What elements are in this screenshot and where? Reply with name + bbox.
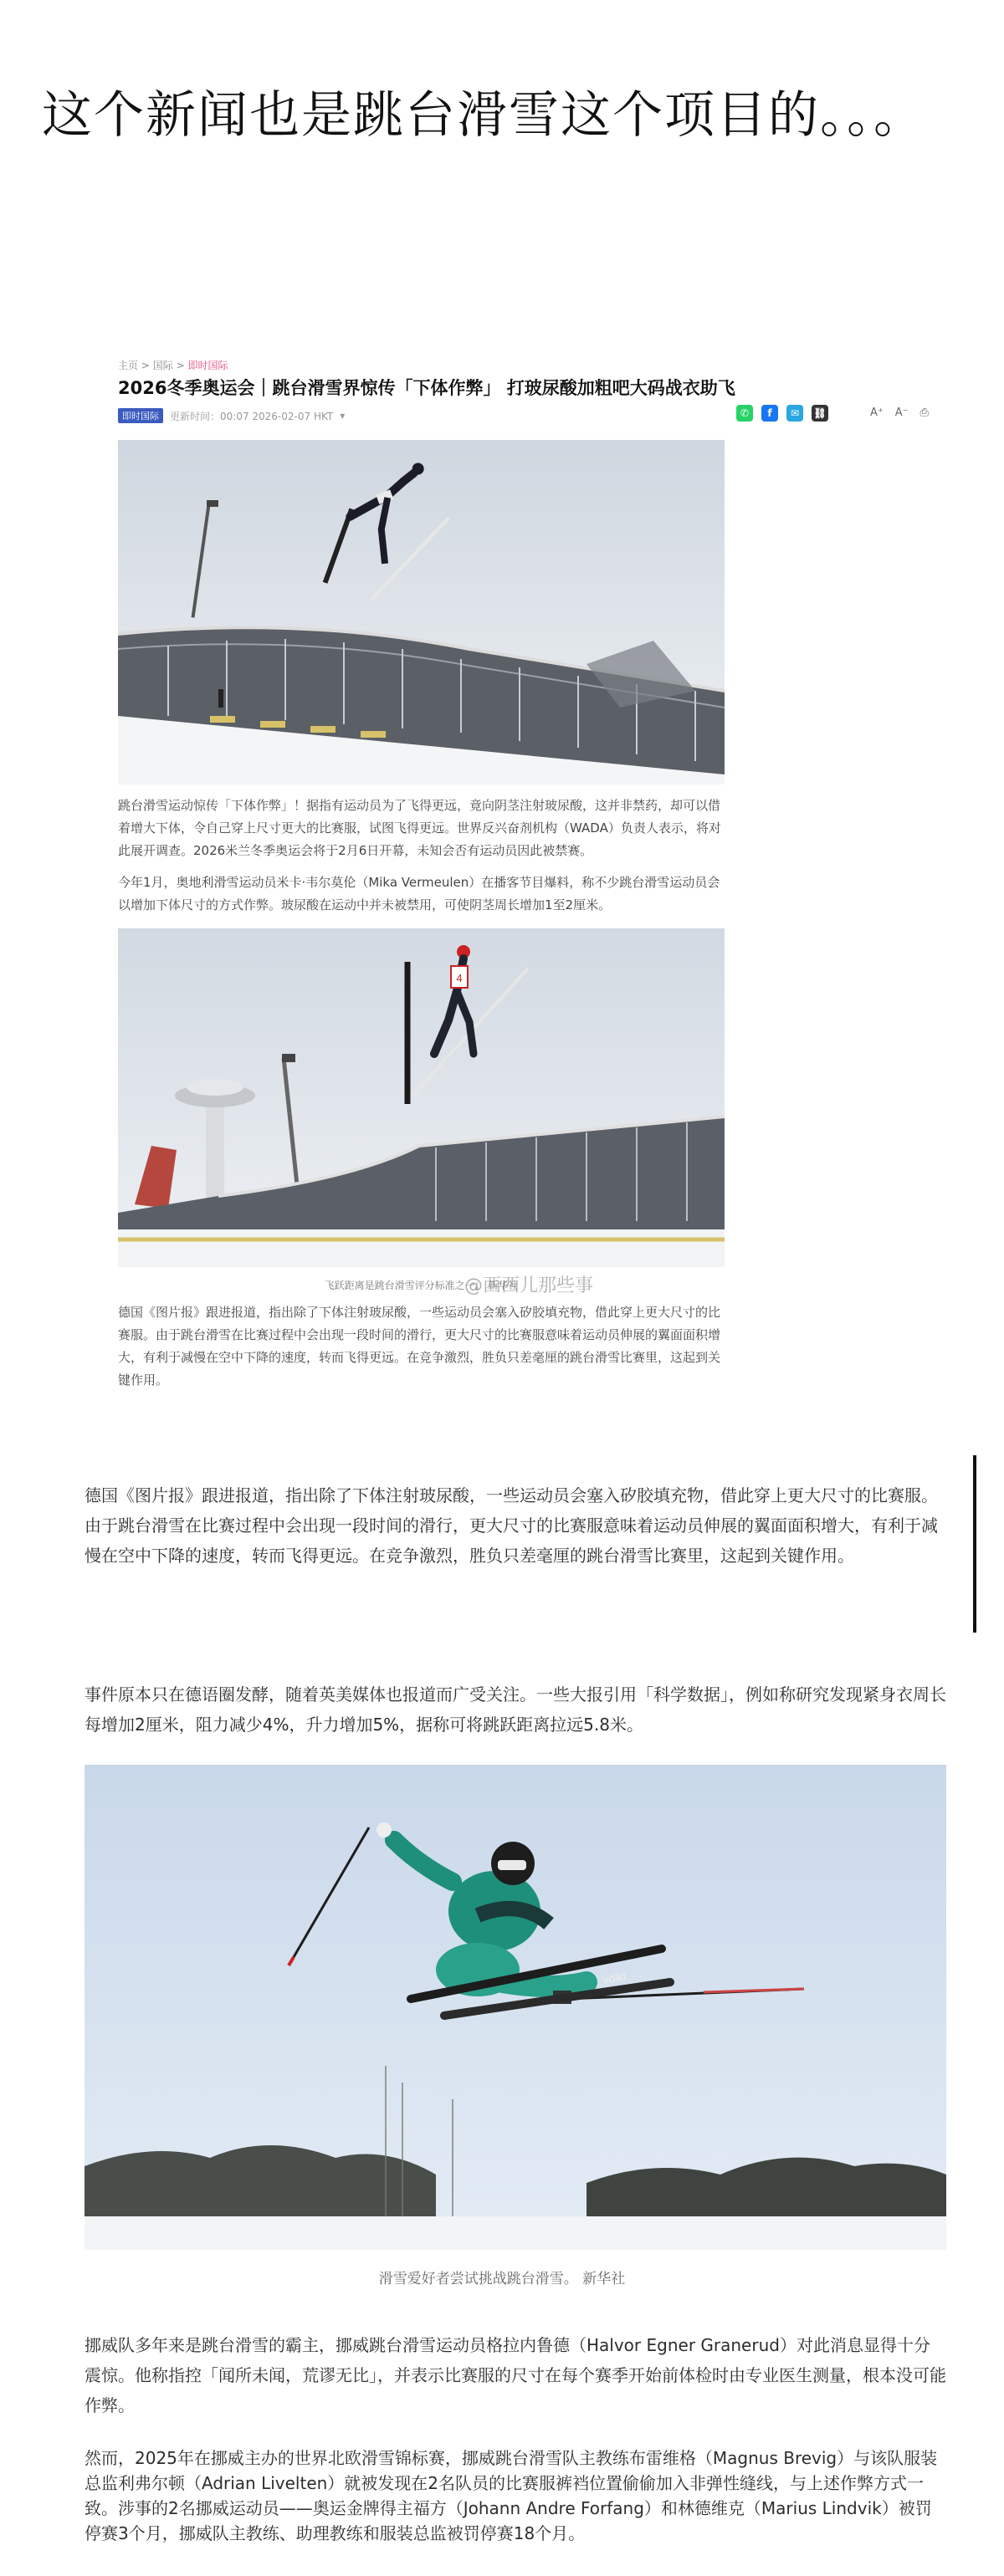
photo-ski-jump-tower (118, 928, 725, 1267)
whatsapp-icon[interactable]: ✆ (736, 405, 753, 422)
chevron-down-icon[interactable]: ▾ (340, 410, 346, 422)
link-icon[interactable]: ⛓ (812, 405, 828, 422)
breadcrumb-sub[interactable]: 即时国际 (187, 360, 228, 371)
photo-freestyle-skier (85, 1765, 946, 2250)
inner-photo-caption: 飞跃距离是跳台滑雪评分标准之一。 新华社 (324, 1280, 519, 1291)
inner-paragraph-3: 德国《图片报》跟进报道，指出除了下体注射玻尿酸，一些运动员会塞入矽胶填充物，借此穿上更大尺寸的比赛服。由于跳台滑雪在比赛过程中会出现一段时间的滑行，更大尺寸的比赛服意味着运动员伸展的翼面面积增大，有利于减慢在空中下降的速度，转而飞得更远。在竞争激烈，胜负只差毫厘的跳台滑雪比赛里，这起到关键作用。 (118, 1305, 721, 1388)
font-increase-icon[interactable]: A⁺ (870, 406, 884, 419)
updated-time: 更新时间：00:07 2026-02-07 HKT (170, 410, 334, 422)
print-icon[interactable]: ⎙ (919, 406, 929, 419)
watermark: @西西儿那些事 (464, 1275, 594, 1296)
bib-number: 4 (456, 972, 463, 984)
body-paragraph-2: 事件原本只在德语圈发酵，随着英美媒体也报道而广受关注。一些大报引用「科学数据」，例如称研究发现紧身衣周长每增加2厘米，阻力减少4%，升力增加5%，据称可将跳跃距离拉远5.8米。 (85, 1684, 946, 1735)
breadcrumb-home[interactable]: 主页 (118, 360, 139, 371)
ski-brand: völkl (601, 1969, 628, 1986)
article-headline: 2026冬季奥运会｜跳台滑雪界惊传「下体作弊」 打玻尿酸加粗吧大码战衣助飞 (118, 378, 735, 398)
share-icons (736, 405, 828, 422)
breadcrumb-section[interactable]: 国际 (152, 360, 173, 371)
photo-ski-jump-stadium (118, 440, 725, 785)
post-title: 这个新闻也是跳台滑雪这个项目的。。。 (42, 86, 925, 145)
tool-icons (870, 406, 929, 419)
breadcrumb: 主页 > 国际 > 即时国际 (118, 360, 228, 371)
photo-caption: 滑雪爱好者尝试挑战跳台滑雪。 新华社 (378, 2271, 626, 2287)
email-icon[interactable]: ✉ (786, 405, 803, 422)
body-paragraph-4: 然而，2025年在挪威主办的世界北欧滑雪锦标赛，挪威跳台滑雪队主教练布雷维格（Magnus Brevig）与该队服装总监利弗尔顿（Adrian Livelten）就被发现在2名队员的比赛服裤裆位置偷偷加入非弹性缝线，与上述作弊方式一致。涉事的2名挪威运动员——奥运金牌得主福方（Johann Andre Forfang）和林德维克（Marius Lindvik）被罚停赛3个月，挪威队主教练、助理教练和服装总监被罚停赛18个月。 (85, 2448, 938, 2543)
quote-bar (973, 1455, 976, 1633)
meta-row (118, 408, 345, 423)
facebook-icon[interactable]: f (761, 405, 778, 422)
font-decrease-icon[interactable]: A⁻ (894, 406, 909, 419)
inner-paragraph-2: 今年1月，奥地利滑雪运动员米卡·韦尔莫伦（Mika Vermeulen）在播客节目爆料，称不少跳台滑雪运动员会以增加下体尺寸的方式作弊。玻尿酸在运动中并未被禁用，可使阴茎周长增加1至2厘米。 (118, 875, 720, 912)
body-paragraph-1: 德国《图片报》跟进报道，指出除了下体注射玻尿酸，一些运动员会塞入矽胶填充物，借此穿上更大尺寸的比赛服。由于跳台滑雪在比赛过程中会出现一段时间的滑行，更大尺寸的比赛服意味着运动员伸展的翼面面积增大，有利于减慢在空中下降的速度，转而飞得更远。在竞争激烈，胜负只差毫厘的跳台滑雪比赛里，这起到关键作用。 (85, 1485, 938, 1566)
body-paragraph-3: 挪威队多年来是跳台滑雪的霸主，挪威跳台滑雪运动员格拉内鲁德（Halvor Egner Granerud）对此消息显得十分震惊。他称指控「闻所未闻，荒谬无比」，并表示比赛服的尺寸在每个赛季开始前体检时由专业医生测量，根本没可能作弊。 (85, 2335, 946, 2415)
inner-paragraph-1: 跳台滑雪运动惊传「下体作弊」！据指有运动员为了飞得更远，竟向阴茎注射玻尿酸，这并非禁药，却可以借着增大下体，令自己穿上尺寸更大的比赛服，试图飞得更远。世界反兴奋剂机构（WADA）负责人表示，将对此展开调查。2026米兰冬季奥运会将于2月6日开幕，未知会否有运动员因此被禁赛。 (118, 798, 721, 858)
category-tag[interactable]: 即时国际 (118, 408, 163, 423)
